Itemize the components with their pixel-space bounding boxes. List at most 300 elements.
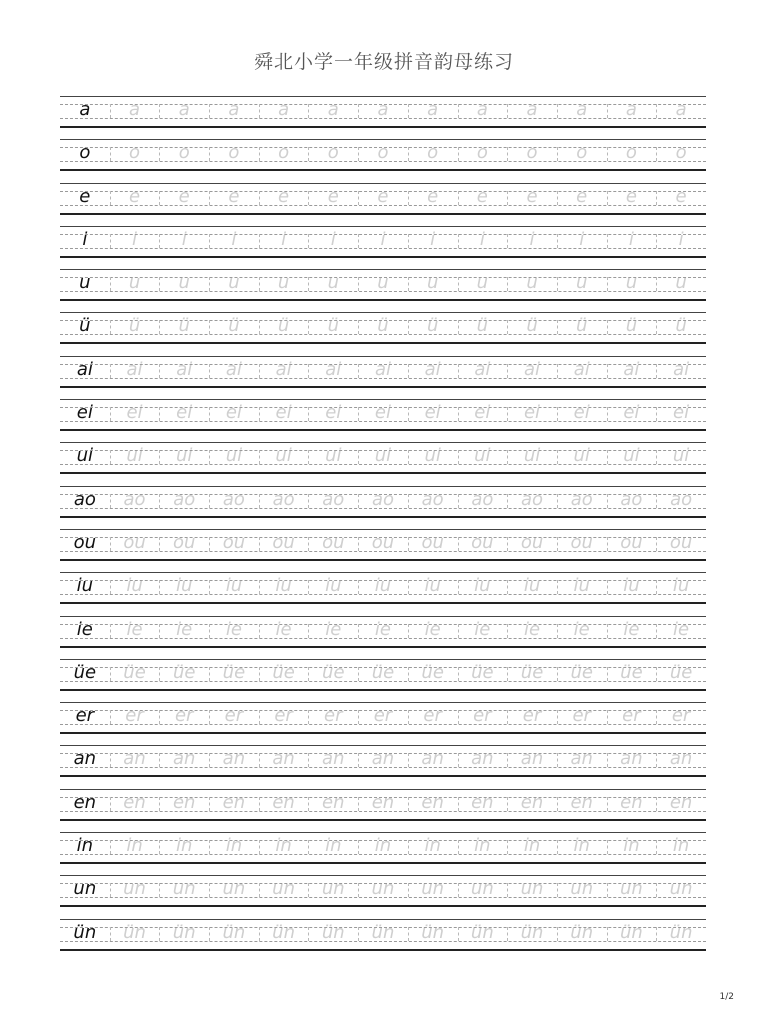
trace-letter-cell bbox=[110, 700, 160, 734]
row-cells bbox=[60, 267, 706, 301]
trace-letter: o bbox=[476, 142, 488, 164]
trace-letter: iu bbox=[225, 575, 243, 597]
trace-letter-cell bbox=[110, 614, 160, 648]
trace-letter-cell bbox=[656, 873, 706, 907]
trace-letter-cell bbox=[656, 94, 706, 128]
trace-letter: er bbox=[423, 705, 442, 727]
trace-letter: in bbox=[672, 835, 690, 857]
trace-letter: in bbox=[523, 835, 541, 857]
final-label: ü bbox=[79, 315, 91, 337]
practice-row bbox=[60, 94, 706, 137]
row-cells bbox=[60, 397, 706, 431]
trace-letter-cell bbox=[308, 94, 358, 128]
trace-letter-cell bbox=[358, 657, 408, 691]
trace-letter: e bbox=[576, 185, 588, 207]
trace-letter: iu bbox=[573, 575, 590, 597]
trace-letter: u bbox=[277, 272, 290, 294]
trace-letter: er bbox=[174, 705, 194, 727]
trace-letter: in bbox=[275, 835, 292, 857]
practice-row bbox=[60, 570, 706, 613]
trace-letter: iu bbox=[623, 575, 640, 597]
trace-letter-cell bbox=[656, 917, 706, 951]
trace-letter-cell bbox=[557, 310, 607, 344]
trace-letter: ou bbox=[421, 531, 444, 553]
final-label: ao bbox=[73, 488, 96, 510]
trace-letter: ün bbox=[470, 921, 494, 943]
trace-letter-cell bbox=[308, 527, 358, 561]
trace-letter: an bbox=[471, 748, 494, 770]
model-letter-cell bbox=[60, 614, 110, 648]
trace-letter: ou bbox=[371, 531, 395, 553]
trace-letter: o bbox=[327, 142, 339, 164]
trace-letter-cell bbox=[358, 267, 408, 301]
trace-letter-cell bbox=[308, 873, 358, 907]
trace-letter-cell bbox=[259, 267, 309, 301]
trace-letter: ao bbox=[173, 488, 196, 510]
trace-letter-cell bbox=[408, 440, 458, 474]
practice-row bbox=[60, 181, 706, 224]
trace-letter: i bbox=[479, 228, 485, 250]
trace-letter-cell bbox=[308, 224, 358, 258]
model-letter-cell bbox=[60, 787, 110, 821]
trace-letter: a bbox=[625, 99, 637, 120]
trace-letter-cell bbox=[656, 700, 706, 734]
trace-letter: ai bbox=[176, 358, 193, 380]
trace-letter: ui bbox=[176, 445, 193, 467]
trace-letter-cell bbox=[408, 354, 458, 388]
trace-letter-cell bbox=[458, 440, 508, 474]
trace-letter-cell bbox=[607, 137, 657, 171]
trace-letter: ü bbox=[327, 315, 339, 337]
trace-letter: er bbox=[572, 705, 591, 727]
trace-letter: en bbox=[471, 791, 494, 813]
trace-letter: ai bbox=[126, 358, 143, 380]
trace-letter: un bbox=[619, 878, 643, 900]
trace-letter-cell bbox=[656, 440, 706, 474]
trace-letter-cell bbox=[159, 181, 209, 215]
trace-letter-cell bbox=[259, 224, 309, 258]
model-letter-cell bbox=[60, 527, 110, 561]
trace-letter-cell bbox=[259, 440, 309, 474]
trace-letter-cell bbox=[159, 94, 209, 128]
trace-letter: an bbox=[123, 748, 146, 770]
trace-letter-cell bbox=[656, 484, 706, 518]
trace-letter-cell bbox=[308, 440, 358, 474]
trace-letter-cell bbox=[557, 657, 607, 691]
trace-letter-cell bbox=[358, 917, 408, 951]
trace-letter-cell bbox=[308, 267, 358, 301]
trace-letter: e bbox=[278, 185, 290, 207]
trace-letter-cell bbox=[507, 527, 557, 561]
practice-row bbox=[60, 700, 706, 743]
row-cells bbox=[60, 354, 706, 388]
trace-letter-cell bbox=[656, 527, 706, 561]
trace-letter: e bbox=[675, 185, 687, 207]
trace-letter-cell bbox=[259, 830, 309, 864]
trace-letter-cell bbox=[110, 484, 160, 518]
trace-letter: ai bbox=[573, 358, 590, 380]
trace-letter-cell bbox=[507, 440, 557, 474]
trace-letter-cell bbox=[607, 94, 657, 128]
trace-letter: ou bbox=[620, 531, 643, 553]
trace-letter-cell bbox=[557, 440, 607, 474]
trace-letter: u bbox=[426, 272, 439, 294]
trace-letter-cell bbox=[110, 267, 160, 301]
trace-letter-cell bbox=[209, 570, 259, 604]
trace-letter: ai bbox=[325, 358, 342, 380]
trace-letter-cell bbox=[358, 484, 408, 518]
trace-letter-cell bbox=[458, 484, 508, 518]
trace-letter: a bbox=[129, 99, 141, 120]
trace-letter: a bbox=[327, 99, 339, 120]
trace-letter-cell bbox=[408, 657, 458, 691]
trace-letter-cell bbox=[159, 484, 209, 518]
trace-letter: ao bbox=[322, 488, 345, 510]
trace-letter-cell bbox=[607, 614, 657, 648]
trace-letter: üe bbox=[471, 661, 494, 683]
trace-letter-cell bbox=[209, 354, 259, 388]
trace-letter: ie bbox=[623, 618, 640, 640]
trace-letter: en bbox=[421, 791, 444, 813]
trace-letter: ai bbox=[524, 358, 541, 380]
trace-letter-cell bbox=[408, 873, 458, 907]
trace-letter: ü bbox=[576, 315, 588, 337]
trace-letter-cell bbox=[259, 181, 309, 215]
trace-letter-cell bbox=[507, 354, 557, 388]
trace-letter-cell bbox=[408, 224, 458, 258]
trace-letter-cell bbox=[507, 137, 557, 171]
trace-letter-cell bbox=[358, 310, 408, 344]
trace-letter: ü bbox=[228, 315, 240, 337]
trace-letter-cell bbox=[308, 700, 358, 734]
trace-letter: an bbox=[172, 748, 196, 770]
trace-letter-cell bbox=[607, 484, 657, 518]
row-cells bbox=[60, 657, 706, 691]
trace-letter-cell bbox=[408, 484, 458, 518]
trace-letter-cell bbox=[110, 657, 160, 691]
trace-letter: an bbox=[222, 748, 246, 770]
trace-letter: ao bbox=[570, 488, 593, 510]
trace-letter: o bbox=[228, 142, 240, 164]
page-number: 1/2 bbox=[719, 992, 734, 1002]
trace-letter: ai bbox=[673, 358, 690, 380]
trace-letter: un bbox=[371, 878, 395, 900]
trace-letter: en bbox=[222, 791, 246, 813]
trace-letter: ao bbox=[222, 488, 245, 510]
trace-letter-cell bbox=[607, 700, 657, 734]
trace-letter: iu bbox=[474, 575, 491, 597]
trace-letter-cell bbox=[259, 137, 309, 171]
trace-letter: ai bbox=[424, 358, 441, 380]
trace-letter: i bbox=[231, 228, 237, 250]
trace-letter: ü bbox=[128, 315, 141, 337]
model-letter-cell bbox=[60, 484, 110, 518]
trace-letter-cell bbox=[408, 917, 458, 951]
trace-letter: ui bbox=[325, 445, 342, 467]
trace-letter-cell bbox=[209, 137, 259, 171]
trace-letter: e bbox=[526, 185, 538, 207]
trace-letter: ei bbox=[225, 402, 242, 424]
trace-letter: u bbox=[228, 272, 240, 294]
trace-letter-cell bbox=[557, 397, 607, 431]
trace-letter-cell bbox=[408, 787, 458, 821]
trace-letter-cell bbox=[607, 527, 657, 561]
trace-letter-cell bbox=[656, 743, 706, 777]
trace-letter-cell bbox=[408, 310, 458, 344]
model-letter-cell bbox=[60, 267, 110, 301]
trace-letter: ao bbox=[620, 488, 643, 510]
trace-letter: ie bbox=[573, 618, 590, 640]
practice-row bbox=[60, 830, 706, 873]
trace-letter-cell bbox=[656, 830, 706, 864]
trace-letter: ün bbox=[669, 921, 693, 943]
trace-letter: üe bbox=[172, 661, 196, 683]
trace-letter: ou bbox=[520, 531, 544, 553]
trace-letter-cell bbox=[259, 743, 309, 777]
trace-letter: un bbox=[172, 878, 196, 900]
trace-letter: ui bbox=[523, 445, 541, 467]
practice-row bbox=[60, 397, 706, 440]
trace-letter-cell bbox=[607, 657, 657, 691]
trace-letter-cell bbox=[159, 657, 209, 691]
trace-letter: u bbox=[675, 272, 687, 294]
trace-letter: ün bbox=[570, 921, 594, 943]
trace-letter: iu bbox=[176, 575, 193, 597]
trace-letter: in bbox=[225, 835, 243, 857]
row-cells bbox=[60, 830, 706, 864]
trace-letter-cell bbox=[458, 614, 508, 648]
trace-letter: üe bbox=[123, 661, 146, 683]
model-letter-cell bbox=[60, 397, 110, 431]
final-label: ün bbox=[73, 921, 97, 943]
trace-letter-cell bbox=[656, 181, 706, 215]
trace-letter: ün bbox=[321, 921, 345, 943]
trace-letter: in bbox=[176, 835, 193, 857]
trace-letter-cell bbox=[159, 614, 209, 648]
trace-letter-cell bbox=[209, 267, 259, 301]
trace-letter-cell bbox=[408, 181, 458, 215]
trace-letter-cell bbox=[259, 527, 309, 561]
trace-letter-cell bbox=[110, 787, 160, 821]
trace-letter-cell bbox=[408, 743, 458, 777]
trace-letter: üe bbox=[520, 661, 544, 683]
trace-letter-cell bbox=[358, 830, 408, 864]
trace-letter: iu bbox=[126, 575, 143, 597]
trace-letter: ai bbox=[225, 358, 242, 380]
trace-letter-cell bbox=[458, 310, 508, 344]
trace-letter: in bbox=[474, 835, 491, 857]
trace-letter-cell bbox=[159, 743, 209, 777]
trace-letter: un bbox=[321, 878, 345, 900]
trace-letter-cell bbox=[358, 137, 408, 171]
row-cells bbox=[60, 94, 706, 128]
trace-letter: ü bbox=[675, 315, 687, 337]
final-label: a bbox=[79, 99, 91, 120]
trace-letter: ie bbox=[225, 618, 242, 640]
row-cells bbox=[60, 873, 706, 907]
trace-letter: er bbox=[274, 705, 293, 727]
trace-letter-cell bbox=[159, 570, 209, 604]
trace-letter: ai bbox=[623, 358, 640, 380]
trace-letter-cell bbox=[159, 397, 209, 431]
trace-letter-cell bbox=[358, 224, 408, 258]
trace-letter-cell bbox=[507, 310, 557, 344]
trace-letter-cell bbox=[308, 787, 358, 821]
trace-letter: in bbox=[126, 835, 143, 857]
row-cells bbox=[60, 700, 706, 734]
trace-letter: un bbox=[669, 878, 693, 900]
trace-letter-cell bbox=[358, 397, 408, 431]
practice-row bbox=[60, 527, 706, 570]
trace-letter-cell bbox=[110, 917, 160, 951]
trace-letter-cell bbox=[408, 830, 458, 864]
trace-letter-cell bbox=[308, 743, 358, 777]
trace-letter-cell bbox=[557, 917, 607, 951]
trace-letter-cell bbox=[607, 743, 657, 777]
trace-letter-cell bbox=[458, 397, 508, 431]
model-letter-cell bbox=[60, 354, 110, 388]
trace-letter-cell bbox=[507, 787, 557, 821]
trace-letter-cell bbox=[507, 700, 557, 734]
trace-letter: ün bbox=[619, 921, 643, 943]
trace-letter: a bbox=[278, 99, 290, 120]
trace-letter: a bbox=[377, 99, 389, 120]
trace-letter-cell bbox=[308, 614, 358, 648]
trace-letter-cell bbox=[557, 354, 607, 388]
trace-letter-cell bbox=[358, 570, 408, 604]
practice-row bbox=[60, 873, 706, 916]
trace-letter: ou bbox=[222, 531, 246, 553]
trace-letter: o bbox=[625, 142, 637, 164]
trace-letter-cell bbox=[159, 917, 209, 951]
trace-letter-cell bbox=[656, 570, 706, 604]
trace-letter-cell bbox=[259, 657, 309, 691]
trace-letter: u bbox=[476, 272, 489, 294]
trace-letter: ou bbox=[173, 531, 196, 553]
trace-letter-cell bbox=[209, 94, 259, 128]
trace-letter: an bbox=[272, 748, 295, 770]
trace-letter: ou bbox=[471, 531, 494, 553]
trace-letter: u bbox=[128, 272, 141, 294]
trace-letter: e bbox=[625, 185, 637, 207]
trace-letter-cell bbox=[557, 224, 607, 258]
trace-letter-cell bbox=[110, 830, 160, 864]
trace-letter-cell bbox=[607, 267, 657, 301]
trace-letter-cell bbox=[259, 614, 309, 648]
trace-letter: ie bbox=[325, 618, 342, 640]
trace-letter-cell bbox=[110, 873, 160, 907]
trace-letter: ei bbox=[275, 402, 292, 424]
trace-letter: en bbox=[172, 791, 196, 813]
trace-letter-cell bbox=[209, 310, 259, 344]
trace-letter-cell bbox=[557, 137, 607, 171]
trace-letter: i bbox=[678, 228, 684, 250]
final-label: er bbox=[75, 705, 95, 727]
trace-letter: ei bbox=[573, 402, 590, 424]
trace-letter-cell bbox=[259, 787, 309, 821]
trace-letter-cell bbox=[408, 137, 458, 171]
trace-letter: en bbox=[520, 791, 544, 813]
row-cells bbox=[60, 743, 706, 777]
trace-letter-cell bbox=[557, 873, 607, 907]
row-cells bbox=[60, 310, 706, 344]
trace-letter-cell bbox=[458, 657, 508, 691]
trace-letter: u bbox=[625, 272, 638, 294]
trace-letter-cell bbox=[607, 181, 657, 215]
trace-letter: ui bbox=[225, 445, 243, 467]
trace-letter: e bbox=[128, 185, 141, 207]
trace-letter-cell bbox=[209, 440, 259, 474]
trace-letter: ui bbox=[275, 445, 292, 467]
trace-letter: ei bbox=[673, 402, 690, 424]
practice-grid bbox=[60, 94, 706, 960]
trace-letter-cell bbox=[458, 527, 508, 561]
trace-letter: i bbox=[181, 228, 187, 250]
model-letter-cell bbox=[60, 137, 110, 171]
trace-letter-cell bbox=[408, 614, 458, 648]
practice-row bbox=[60, 743, 706, 786]
trace-letter: ui bbox=[474, 445, 491, 467]
trace-letter-cell bbox=[408, 700, 458, 734]
trace-letter: er bbox=[473, 705, 492, 727]
model-letter-cell bbox=[60, 440, 110, 474]
trace-letter: i bbox=[132, 228, 138, 250]
trace-letter: a bbox=[526, 99, 538, 120]
trace-letter-cell bbox=[358, 354, 408, 388]
final-label: un bbox=[73, 878, 97, 900]
trace-letter-cell bbox=[358, 527, 408, 561]
trace-letter: e bbox=[178, 185, 190, 207]
trace-letter-cell bbox=[110, 570, 160, 604]
practice-row bbox=[60, 137, 706, 180]
practice-row bbox=[60, 310, 706, 353]
trace-letter: ui bbox=[126, 445, 143, 467]
final-label: ui bbox=[76, 445, 94, 467]
trace-letter: iu bbox=[275, 575, 292, 597]
trace-letter: i bbox=[380, 228, 386, 250]
final-label: u bbox=[79, 272, 91, 294]
trace-letter-cell bbox=[159, 830, 209, 864]
model-letter-cell bbox=[60, 917, 110, 951]
trace-letter-cell bbox=[607, 224, 657, 258]
trace-letter-cell bbox=[557, 94, 607, 128]
trace-letter: ie bbox=[523, 618, 541, 640]
trace-letter-cell bbox=[458, 873, 508, 907]
trace-letter: ün bbox=[123, 921, 146, 943]
practice-row bbox=[60, 657, 706, 700]
trace-letter: ie bbox=[176, 618, 193, 640]
practice-row bbox=[60, 354, 706, 397]
trace-letter: ou bbox=[570, 531, 593, 553]
trace-letter-cell bbox=[458, 700, 508, 734]
trace-letter-cell bbox=[408, 527, 458, 561]
row-cells bbox=[60, 224, 706, 258]
trace-letter-cell bbox=[458, 787, 508, 821]
trace-letter: ü bbox=[526, 315, 538, 337]
trace-letter: ui bbox=[374, 445, 392, 467]
trace-letter: o bbox=[377, 142, 389, 164]
trace-letter-cell bbox=[308, 310, 358, 344]
trace-letter-cell bbox=[209, 614, 259, 648]
trace-letter-cell bbox=[110, 137, 160, 171]
final-label: o bbox=[79, 142, 91, 164]
trace-letter: ie bbox=[126, 618, 143, 640]
trace-letter: in bbox=[424, 835, 441, 857]
trace-letter: o bbox=[675, 142, 687, 164]
trace-letter-cell bbox=[110, 440, 160, 474]
trace-letter: un bbox=[421, 878, 445, 900]
row-cells bbox=[60, 787, 706, 821]
